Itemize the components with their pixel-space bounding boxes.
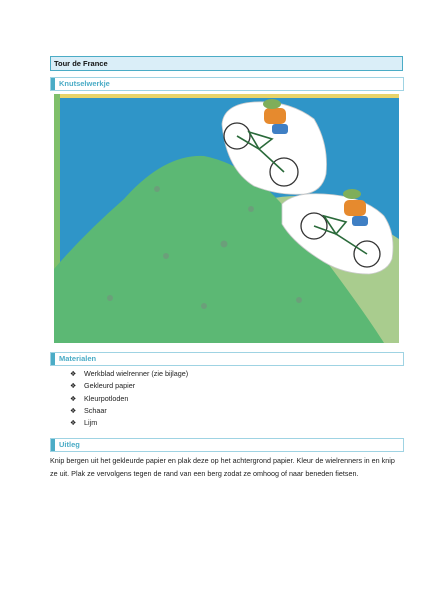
list-item: ❖ Gekleurd papier: [70, 380, 188, 392]
craft-photo: [54, 94, 399, 343]
list-item: ❖ Kleurpotloden: [70, 393, 188, 405]
list-item: ❖ Werkblad wielrenner (zie bijlage): [70, 368, 188, 380]
document-title: Tour de France: [50, 56, 403, 71]
section-accent-bar: [51, 78, 55, 90]
materials-list: [70, 368, 188, 429]
diamond-bullet-icon: ❖: [70, 383, 77, 391]
section-accent-bar: [51, 353, 55, 365]
section-heading-explanation: Uitleg: [59, 440, 80, 449]
section-heading-materials: Materialen: [59, 354, 97, 363]
section-accent-bar: [51, 439, 55, 451]
diamond-bullet-icon: ❖: [70, 395, 77, 403]
section-heading-craft: Knutselwerkje: [59, 79, 110, 88]
section-header-explanation: [50, 438, 404, 452]
diamond-bullet-icon: ❖: [70, 407, 77, 415]
section-header-craft: [50, 77, 404, 91]
diamond-bullet-icon: ❖: [70, 371, 77, 378]
list-item: ❖ Schaar: [70, 405, 188, 417]
section-header-materials: [50, 352, 404, 366]
diamond-bullet-icon: ❖: [70, 420, 77, 428]
explanation-text: Knip bergen uit het gekleurde papier en plak deze op het achtergrond papier. Kleur de wielrenners in en knip ze uit. Plak ze vervolgens tegen de rand van een berg zodat ze omhoog of naar beneden fietsen.: [50, 456, 395, 478]
list-item: ❖ Lijm: [70, 417, 188, 429]
